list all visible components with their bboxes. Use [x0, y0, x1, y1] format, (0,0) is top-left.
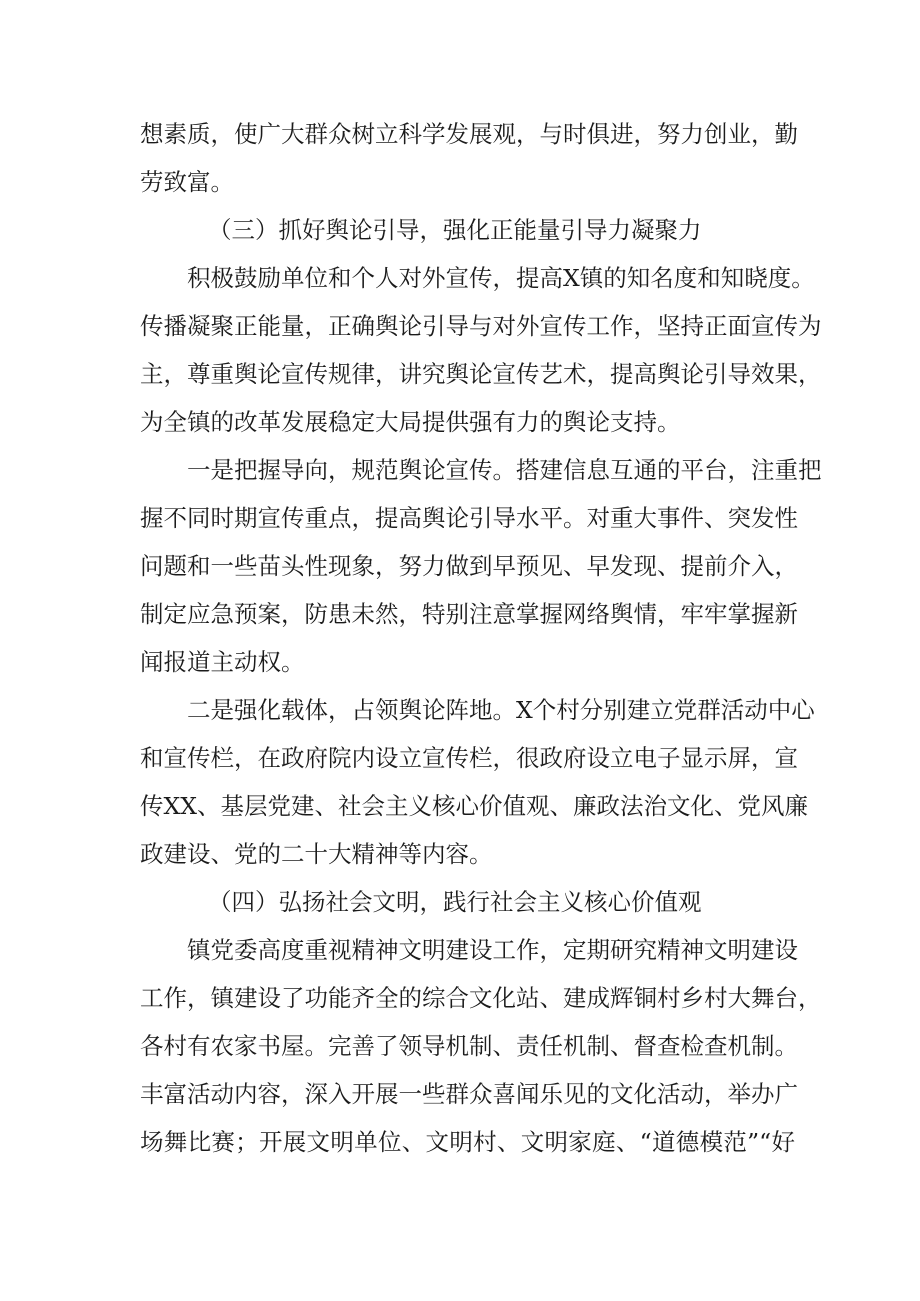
- paragraph-line: 积极鼓励单位和个人对外宣传，提高X镇的知名度和知晓度。: [187, 264, 815, 292]
- paragraph-line: 握不同时期宣传重点，提高舆论引导水平。对重大事件、突发性: [140, 504, 798, 532]
- paragraph-line: 二是强化载体，占领舆论阵地。X个村分别建立党群活动中心: [187, 696, 815, 724]
- paragraph-line: 一是把握导向，规范舆论宣传。搭建信息互通的平台，注重把: [187, 456, 822, 484]
- section-heading: （四）弘扬社会文明，践行社会主义核心价值观: [208, 888, 702, 916]
- paragraph-line: 传XX、基层党建、社会主义核心价值观、廉政法治文化、党风廉: [140, 792, 808, 820]
- paragraph-line: 传播凝聚正能量，正确舆论引导与对外宣传工作，坚持正面宣传为: [140, 312, 822, 340]
- paragraph-line: 工作，镇建设了功能齐全的综合文化站、建成辉铜村乡村大舞台，: [140, 984, 822, 1012]
- paragraph-line: 制定应急预案，防患未然，特别注意掌握网络舆情，牢牢掌握新: [140, 600, 798, 628]
- paragraph-line: 问题和一些苗头性现象，努力做到早预见、早发现、提前介入，: [140, 552, 798, 580]
- paragraph-line: 主，尊重舆论宣传规律，讲究舆论宣传艺术，提高舆论引导效果，: [140, 360, 822, 388]
- paragraph-line: 闻报道主动权。: [140, 648, 305, 676]
- paragraph-line: 各村有农家书屋。完善了领导机制、责任机制、督查检查机制。: [140, 1032, 798, 1060]
- paragraph-line: 场舞比赛；开展文明单位、文明村、文明家庭、“道德模范”“好: [140, 1128, 795, 1156]
- paragraph-line: 和宣传栏，在政府院内设立宣传栏，很政府设立电子显示屏，宣: [140, 744, 798, 772]
- paragraph-line: 劳致富。: [140, 168, 234, 196]
- paragraph-line: 想素质，使广大群众树立科学发展观，与时俱进，努力创业，勤: [140, 120, 798, 148]
- paragraph-line: 为全镇的改革发展稳定大局提供强有力的舆论支持。: [140, 408, 681, 436]
- section-heading: （三）抓好舆论引导，强化正能量引导力凝聚力: [208, 216, 702, 244]
- paragraph-line: 镇党委高度重视精神文明建设工作，定期研究精神文明建设: [187, 936, 798, 964]
- paragraph-line: 丰富活动内容，深入开展一些群众喜闻乐见的文化活动，举办广: [140, 1080, 798, 1108]
- paragraph-line: 政建设、党的二十大精神等内容。: [140, 840, 493, 868]
